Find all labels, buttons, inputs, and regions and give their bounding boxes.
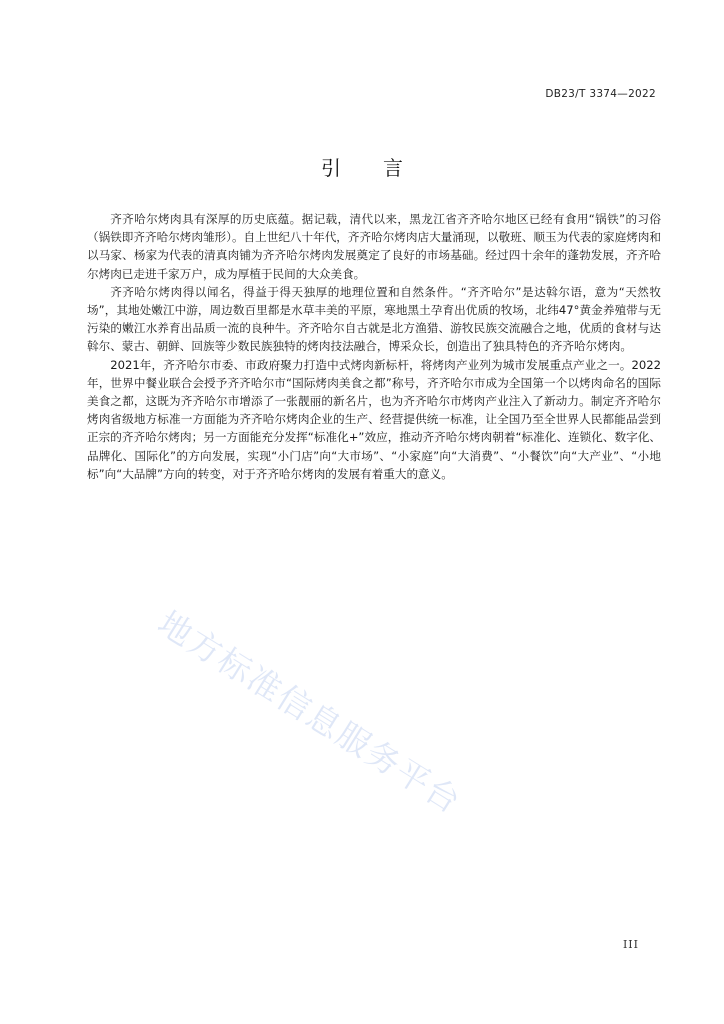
paragraph-development: 2021年，齐齐哈尔市委、市政府聚力打造中式烤肉新标杆，将烤肉产业列为城市发展重点产业之一。2022年，世界中餐业联合会授予齐齐哈尔市“国际烤肉美食之都”称号，齐齐哈尔市成为全国第一个以烤肉命名的国际美食之都，这既为齐齐哈尔市增添了一张靓丽的新名片，也为齐齐哈尔市烤肉产业注入了新动力。制定齐齐哈尔烤肉省级地方标准一方面能为齐齐哈尔烤肉企业的生产、经营提供统一标准，让全国乃至全世界人民都能品尝到正宗的齐齐哈尔烤肉；另一方面能充分发挥“标准化+”效应，推动齐齐哈尔烤肉朝着“标准化、连锁化、数字化、品牌化、国际化”的方向发展，实现“小门店”向“大市场”、“小家庭”向“大消费”、“小餐饮”向“大产业”、“小地标”向“大品牌”方向的转变，对于齐齐哈尔烤肉的发展有着重大的意义。 [87, 357, 661, 481]
page-title: 引言 [321, 156, 445, 180]
page-number: III [622, 938, 639, 951]
watermark: 地方标准信息服务平台 [151, 603, 469, 822]
document-code: DB23/T 3374—2022 [545, 88, 656, 100]
paragraph-history: 齐齐哈尔烤肉具有深厚的历史底蕴。据记载，清代以来，黑龙江省齐齐哈尔地区已经有食用“锅铁”的习俗（锅铁即齐齐哈尔烤肉雏形）。自上世纪八十年代，齐齐哈尔烤肉店大量涌现，以敬班、顺玉为代表的家庭烤肉和以马家、杨家为代表的清真肉铺为齐齐哈尔烤肉发展奠定了良好的市场基础。经过四十余年的蓬勃发展，齐齐哈尔烤肉已走进千家万户，成为厚植于民间的大众美食。 [87, 212, 661, 281]
body-text [87, 210, 661, 483]
paragraph-geography: 齐齐哈尔烤肉得以闻名，得益于得天独厚的地理位置和自然条件。“齐齐哈尔”是达斡尔语，意为“天然牧场”，其地处嫩江中游，周边数百里都是水草丰美的平原，寒地黑土孕育出优质的牧场，北纬47°黄金养殖带与无污染的嫩江水养育出品质一流的良种牛。齐齐哈尔自古就是北方渔猎、游牧民族交流融合之地，优质的食材与达斡尔、蒙古、朝鲜、回族等少数民族独特的烤肉技法融合，博采众长，创造出了独具特色的齐齐哈尔烤肉。 [87, 284, 661, 354]
